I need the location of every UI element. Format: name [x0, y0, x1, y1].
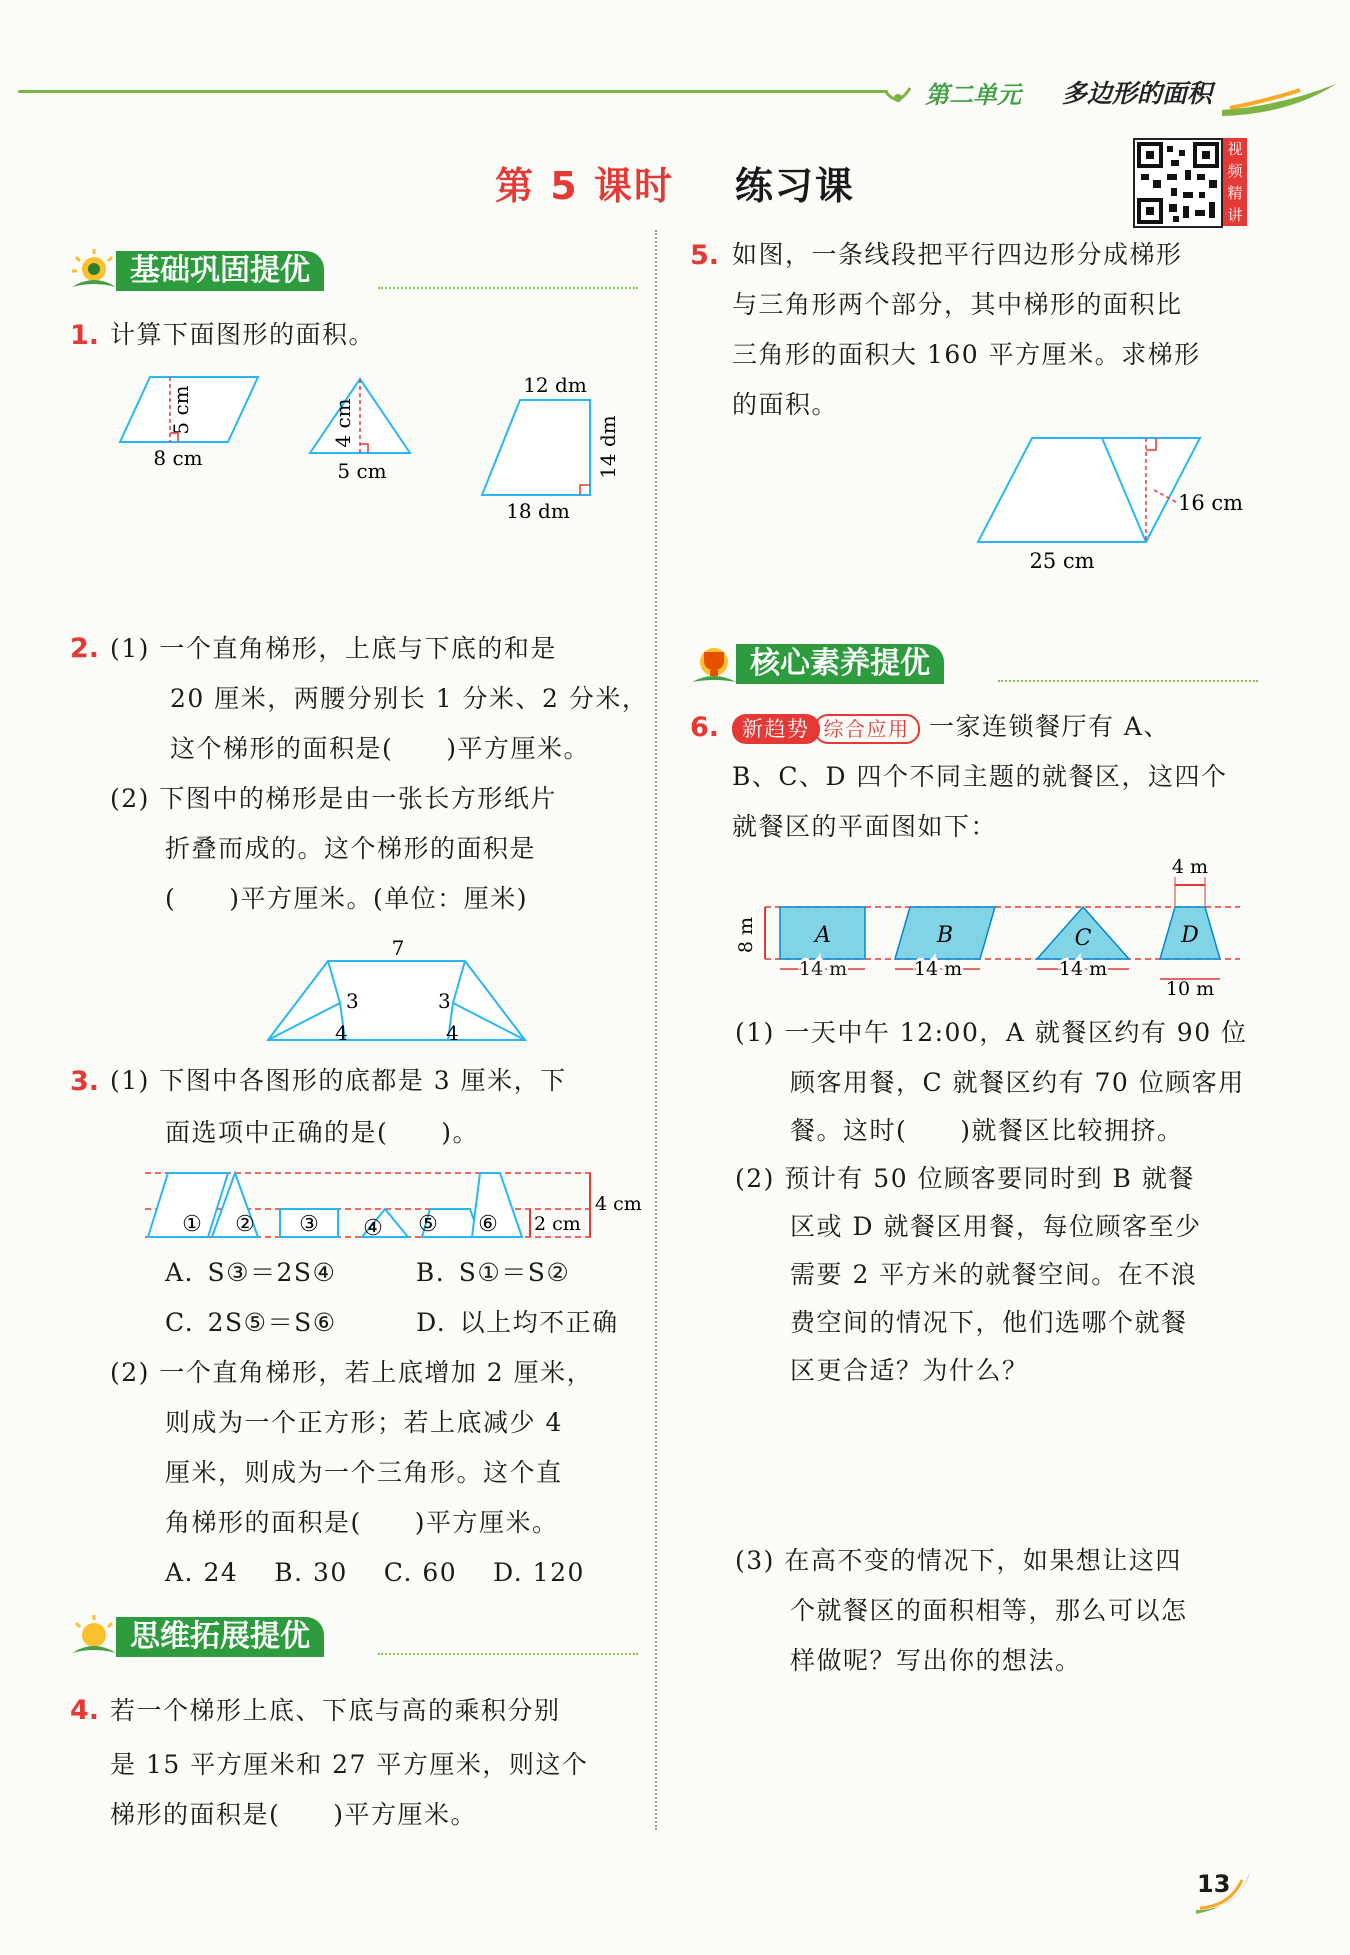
- section-core: [688, 640, 1258, 686]
- q3-shape-2: ②: [235, 1212, 255, 1237]
- section-thinking: [68, 1613, 638, 1659]
- q5-line-2: 与三角形两个部分，其中梯形的面积比: [732, 290, 1183, 319]
- leaf-icon: [880, 80, 920, 110]
- area-a-label: A: [815, 923, 831, 948]
- page-number: 13: [1197, 1870, 1231, 1898]
- section-thinking-title: 思维拓展提优: [116, 1617, 324, 1657]
- q6-number: 6.: [690, 712, 720, 743]
- q3-p2-line-4: 角梯形的面积是( )平方厘米。: [165, 1508, 559, 1537]
- q1-label-top: 12 dm: [523, 373, 587, 397]
- column-divider: [655, 230, 657, 1830]
- q2-line-1: (1) 一个直角梯形，上底与下底的和是: [110, 634, 557, 663]
- q3-p2-line-1: (2) 一个直角梯形，若上底增加 2 厘米，: [110, 1358, 594, 1387]
- section-core-title: 核心素养提优: [736, 644, 944, 684]
- lesson-number: 第 5 课时: [495, 164, 674, 208]
- q3-figure: [140, 1165, 660, 1245]
- area-b-label: B: [936, 923, 954, 948]
- q6-p1-line-1: (1) 一天中午 12:00，A 就餐区约有 90 位: [735, 1018, 1248, 1047]
- q4-line-2: 是 15 平方厘米和 27 平方厘米，则这个: [110, 1750, 589, 1779]
- q3-options-2: C. 2S⑤＝S⑥ D. 以上均不正确: [165, 1308, 619, 1337]
- unit-label: 第二单元: [925, 81, 1021, 109]
- q3-line-2: 面选项中正确的是( )。: [165, 1118, 480, 1147]
- q6-p2-line-5: 区更合适？为什么？: [790, 1356, 1029, 1385]
- q1-label-tri-height: 4 cm: [331, 398, 355, 448]
- q6-line-1: 一家连锁餐厅有 A、: [928, 712, 1170, 741]
- q6-p2-line-1: (2) 预计有 50 位顾客要同时到 B 就餐: [735, 1164, 1195, 1193]
- q1-label-trap-height: 14 dm: [596, 415, 620, 479]
- q6-p2-line-2: 区或 D 就餐区用餐，每位顾客至少: [790, 1212, 1202, 1241]
- trophy-icon: [688, 640, 740, 686]
- q3-label-4cm: 4 cm: [595, 1193, 642, 1215]
- video-tag: 视频精讲: [1223, 138, 1247, 226]
- q6-figure: [735, 855, 1255, 1000]
- q3-p2-options: A. 24 B. 30 C. 60 D. 120: [165, 1558, 585, 1587]
- area-c-base: 14 m: [1058, 958, 1108, 980]
- q3-p2-line-2: 则成为一个正方形；若上底减少 4: [165, 1408, 563, 1437]
- q5-line-4: 的面积。: [732, 390, 839, 419]
- sun-leaf-icon: [68, 247, 120, 293]
- q1-label-height: 5 cm: [169, 385, 193, 435]
- q1-label-tri-base: 5 cm: [337, 459, 387, 483]
- q3-shape-4: ④: [363, 1216, 383, 1241]
- q6-line-3: 就餐区的平面图如下：: [732, 812, 998, 841]
- q2-figure: [260, 935, 540, 1050]
- q5-number: 5.: [690, 240, 720, 271]
- q6-p2-line-4: 费空间的情况下，他们选哪个就餐: [790, 1308, 1188, 1337]
- q1-number: 1.: [70, 320, 100, 351]
- q2-number: 2.: [70, 633, 100, 664]
- section-basic-title: 基础巩固提优: [116, 251, 324, 291]
- area-b-base: 14 m: [913, 958, 963, 980]
- q2-line-3: 这个梯形的面积是( )平方厘米。: [170, 734, 591, 763]
- q3-options-1: A. S③＝2S④ B. S①＝S②: [165, 1258, 571, 1287]
- q3-shape-3: ③: [299, 1212, 319, 1237]
- q6-label-top-d: 4 m: [1171, 856, 1209, 878]
- q5-label-base: 25 cm: [1029, 549, 1095, 573]
- application-tag: 综合应用: [814, 714, 920, 744]
- q2-label-left-side: 3: [346, 989, 359, 1013]
- q6-p1-line-3: 餐。这时( )就餐区比较拥挤。: [790, 1116, 1184, 1145]
- q5-line-1: 如图，一条线段把平行四边形分成梯形: [732, 240, 1183, 269]
- q2-label-top: 7: [391, 936, 405, 960]
- q4-line-1: 若一个梯形上底、下底与高的乘积分别: [110, 1696, 561, 1725]
- unit-title: 多边形的面积: [1062, 79, 1213, 108]
- area-c-label: C: [1074, 926, 1092, 951]
- q5-figure: [970, 430, 1270, 580]
- q2-line-4: (2) 下图中的梯形是由一张长方形纸片: [110, 784, 557, 813]
- qr-code[interactable]: [1133, 138, 1223, 228]
- q6-intro: [732, 702, 1170, 751]
- q6-p1-line-2: 顾客用餐，C 就餐区约有 70 位顾客用: [790, 1068, 1245, 1097]
- q4-line-3: 梯形的面积是( )平方厘米。: [110, 1800, 478, 1829]
- sun-leaf-icon: [68, 1613, 120, 1659]
- q3-line-1: (1) 下图中各图形的底都是 3 厘米，下: [110, 1066, 567, 1095]
- area-d-label: D: [1181, 923, 1199, 948]
- q2-line-2: 20 厘米，两腰分别长 1 分米、2 分米，: [170, 684, 649, 713]
- q3-p2-line-3: 厘米，则成为一个三角形。这个直: [165, 1458, 563, 1487]
- q5-label-height: 16 cm: [1178, 491, 1244, 515]
- q3-number: 3.: [70, 1066, 100, 1097]
- q4-number: 4.: [70, 1695, 100, 1726]
- q2-line-5: 折叠而成的。这个梯形的面积是: [165, 834, 537, 863]
- q6-p2-line-3: 需要 2 平方米的就餐空间。在不浪: [790, 1260, 1198, 1289]
- q1-label-bottom: 18 dm: [506, 499, 570, 523]
- q1-figures: [110, 365, 630, 530]
- q6-p3-line-3: 样做呢？写出你的想法。: [790, 1646, 1082, 1675]
- q1-label-base: 8 cm: [153, 446, 203, 470]
- q6-line-2: B、C、D 四个不同主题的就餐区，这四个: [732, 762, 1228, 791]
- q6-p3-line-1: (3) 在高不变的情况下，如果想让这四: [735, 1546, 1182, 1575]
- q6-label-height: 8 m: [735, 916, 757, 954]
- area-a-base: 14 m: [798, 958, 848, 980]
- q2-label-left-bottom: 4: [335, 1021, 348, 1045]
- q2-label-right-bottom: 4: [446, 1021, 459, 1045]
- lesson-name: 练习课: [734, 164, 855, 208]
- qr-code-icon: [1135, 140, 1221, 226]
- area-d-base: 10 m: [1165, 978, 1215, 1000]
- q3-label-2cm: 2 cm: [534, 1213, 581, 1235]
- q3-shape-5: ⑤: [418, 1212, 438, 1237]
- q3-shape-1: ①: [182, 1212, 202, 1237]
- q6-p3-line-2: 个就餐区的面积相等，那么可以怎: [790, 1596, 1188, 1625]
- swoosh-icon: [1220, 80, 1340, 120]
- q3-shape-6: ⑥: [478, 1212, 498, 1237]
- q5-line-3: 三角形的面积大 160 平方厘米。求梯形: [732, 340, 1201, 369]
- q2-line-6: ( )平方厘米。(单位：厘米): [165, 884, 529, 913]
- header-rule: [18, 90, 888, 93]
- q1-text: 计算下面图形的面积。: [110, 320, 376, 349]
- trend-tag: 新趋势: [732, 714, 820, 744]
- section-basic: [68, 247, 638, 293]
- q2-label-right-side: 3: [438, 989, 451, 1013]
